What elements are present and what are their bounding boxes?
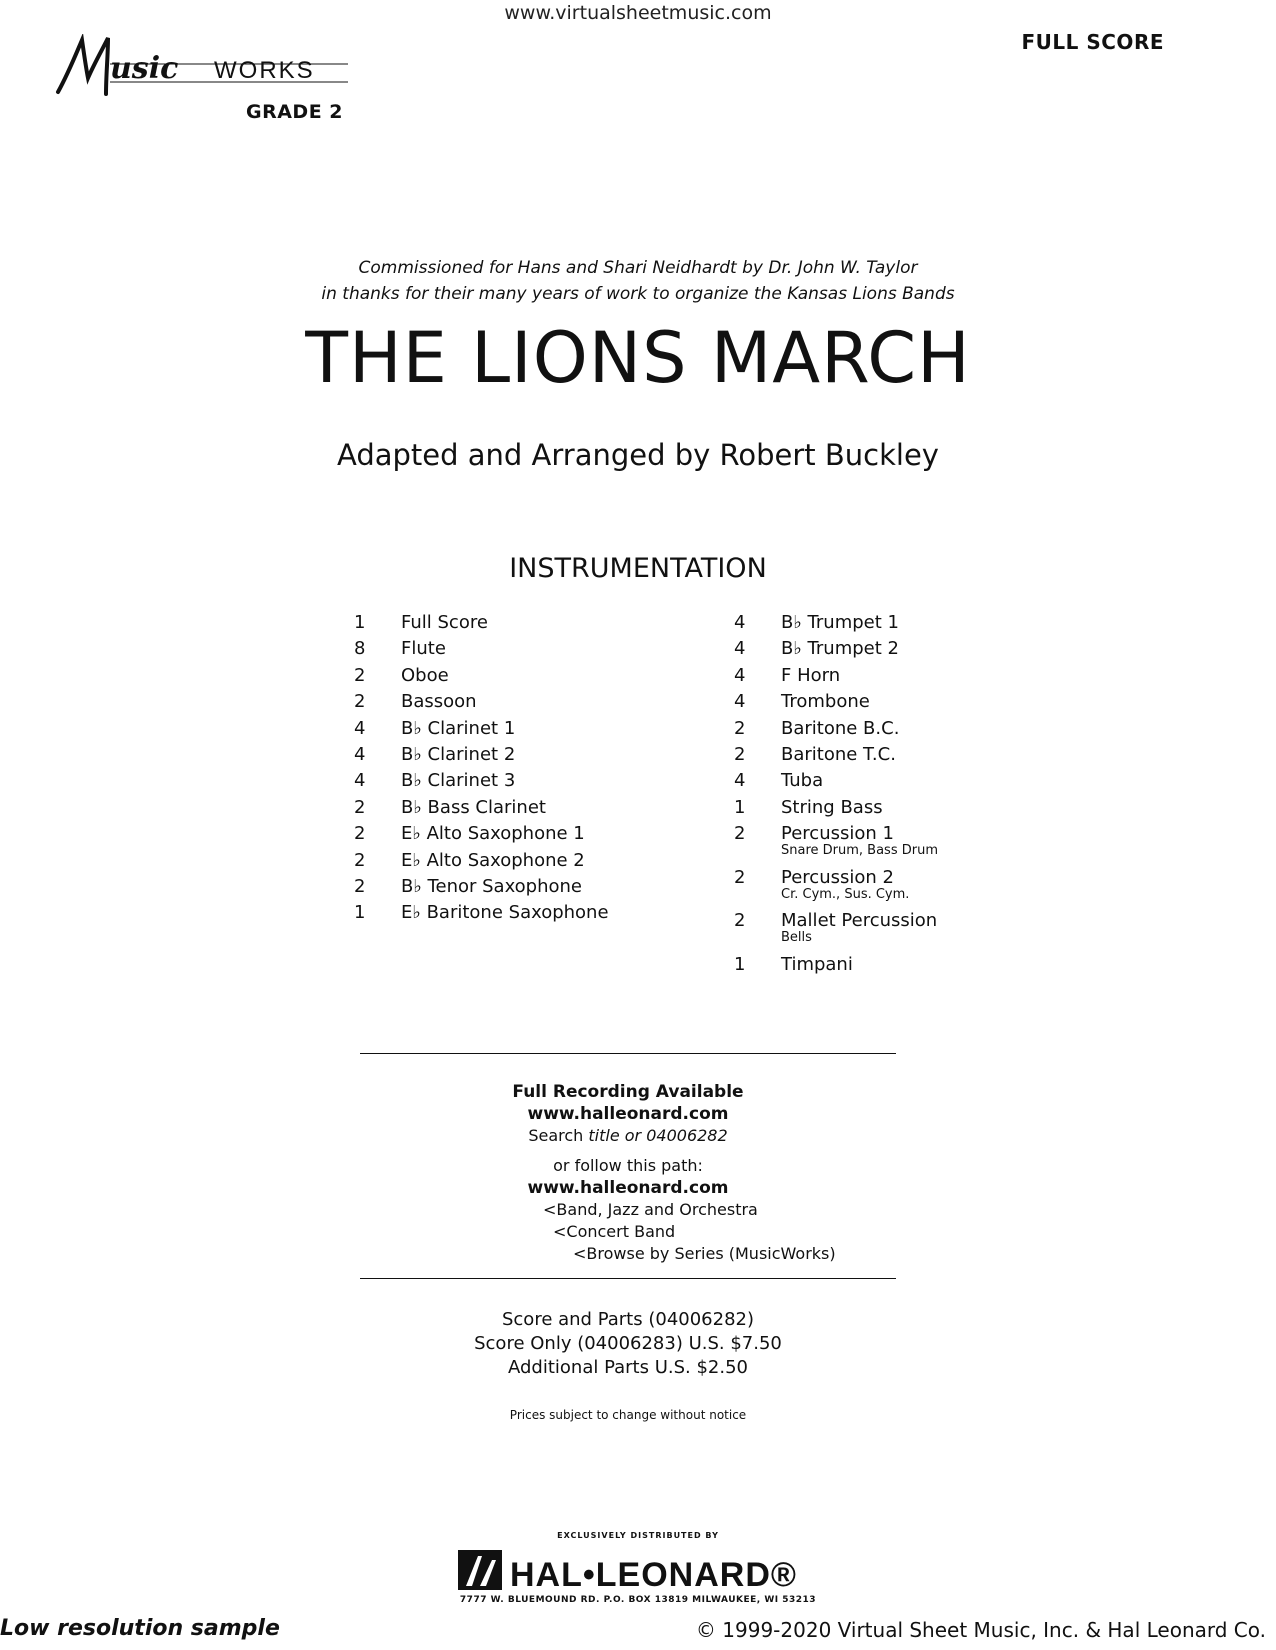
instrument-name: B♭ Clarinet 3	[401, 770, 516, 792]
instrument-name: Bassoon	[401, 691, 477, 713]
instrument-name: Percussion 1	[781, 823, 894, 845]
instrument-subtitle: Snare Drum, Bass Drum	[781, 843, 938, 859]
instrument-quantity: 4	[354, 770, 366, 792]
instrument-name: Oboe	[401, 664, 449, 686]
instrument-quantity: 1	[734, 796, 746, 818]
piece-title: THE LIONS MARCH	[305, 317, 971, 399]
commission-note	[0, 255, 1276, 307]
instrument-name: B♭ Trumpet 2	[781, 638, 899, 660]
instrument-name: B♭ Tenor Saxophone	[401, 875, 583, 897]
instrument-quantity: 4	[734, 691, 746, 713]
instrument-name: Baritone B.C.	[781, 717, 900, 739]
arranger-credit: Adapted and Arranged by Robert Buckley	[337, 438, 939, 472]
publisher-name: HAL•LEONARD®	[510, 1556, 797, 1594]
instrument-name: Full Score	[401, 612, 488, 633]
path-step-3[interactable]: <Browse by Series (MusicWorks)	[573, 1244, 836, 1263]
publisher-address: 7777 W. BLUEMOUND RD. P.O. BOX 13819 MILWAUKEE, WI 53213	[459, 1595, 817, 1605]
instrument-quantity: 4	[734, 770, 746, 792]
instrument-name: Mallet Percussion	[781, 910, 938, 932]
recording-follow: or follow this path:	[553, 1156, 703, 1175]
instrument-name: Timpani	[781, 953, 853, 975]
instrument-quantity: 1	[734, 953, 746, 975]
instrument-name: Baritone T.C.	[781, 743, 896, 765]
instrument-name: Tuba	[781, 770, 824, 792]
instrument-quantity: 1	[354, 612, 366, 633]
grade-label: GRADE 2	[246, 101, 344, 123]
recording-url[interactable]: www.halleonard.com	[527, 1104, 729, 1124]
copyright-notice: © 1999-2020 Virtual Sheet Music, Inc. & Hal Leonard Co.	[695, 1618, 1266, 1642]
price-disclaimer: Prices subject to change without notice	[509, 1408, 747, 1422]
instrument-quantity: 2	[354, 849, 366, 871]
instrumentation-heading: INSTRUMENTATION	[509, 553, 767, 584]
path-step-2[interactable]: <Concert Band	[553, 1222, 676, 1241]
instrument-name: B♭ Clarinet 1	[401, 717, 516, 739]
instrument-name: E♭ Alto Saxophone 1	[401, 823, 585, 845]
instrument-quantity: 2	[734, 743, 746, 765]
price-line-3: Additional Parts U.S. $2.50	[507, 1357, 748, 1378]
instrument-subtitle: Cr. Cym., Sus. Cym.	[781, 886, 910, 902]
instrument-quantity: 8	[354, 638, 366, 660]
instrument-quantity: 2	[354, 796, 366, 818]
distributed-by-label: EXCLUSIVELY DISTRIBUTED BY	[557, 1531, 719, 1540]
instrument-quantity: 2	[354, 691, 366, 713]
svg-text:usic: usic	[110, 51, 179, 86]
low-resolution-notice: Low resolution sample	[0, 1616, 280, 1641]
instrument-quantity: 2	[354, 875, 366, 897]
instrument-quantity: 4	[354, 717, 366, 739]
instrument-name: String Bass	[781, 796, 883, 818]
price-line-1: Score and Parts (04006282)	[501, 1309, 755, 1330]
instrument-name: Flute	[401, 638, 446, 660]
instrument-name: B♭ Clarinet 2	[401, 743, 516, 765]
score-type-label: FULL SCORE	[1021, 30, 1164, 54]
divider-top	[360, 1053, 896, 1054]
instrument-name: Trombone	[781, 691, 870, 713]
recording-search: Search title or 04006282	[528, 1126, 728, 1145]
instrument-quantity: 4	[734, 638, 746, 660]
path-step-1[interactable]: <Band, Jazz and Orchestra	[543, 1200, 758, 1219]
instrument-name: E♭ Baritone Saxophone	[401, 902, 609, 924]
svg-text:WORKS: WORKS	[214, 57, 315, 84]
instrument-quantity: 4	[354, 743, 366, 765]
pricing-info	[360, 1308, 896, 1380]
site-url[interactable]: www.virtualsheetmusic.com	[504, 2, 772, 24]
musicworks-logo	[48, 34, 358, 98]
instrument-quantity: 2	[734, 910, 746, 932]
instrument-subtitle: Bells	[781, 930, 812, 946]
instrument-name: B♭ Bass Clarinet	[401, 796, 546, 818]
instrument-quantity: 1	[354, 902, 366, 924]
recording-heading: Full Recording Available	[512, 1082, 744, 1102]
divider-bottom	[360, 1278, 896, 1279]
recording-info	[360, 1081, 896, 1265]
instrument-name: F Horn	[781, 664, 841, 686]
hal-leonard-logo	[458, 1546, 818, 1596]
instrument-quantity: 4	[734, 664, 746, 686]
commission-line-2: in thanks for their many years of work to organize the Kansas Lions Bands	[321, 284, 955, 304]
commission-line-1: Commissioned for Hans and Shari Neidhardt by Dr. John W. Taylor	[358, 258, 918, 278]
instrument-quantity: 2	[734, 823, 746, 845]
instrument-quantity: 2	[734, 866, 746, 888]
instrument-name: B♭ Trumpet 1	[781, 612, 899, 633]
instrument-name: Percussion 2	[781, 866, 894, 888]
instrument-quantity: 4	[734, 612, 746, 633]
instrument-quantity: 2	[354, 664, 366, 686]
price-line-2: Score Only (04006283) U.S. $7.50	[474, 1333, 782, 1354]
recording-path-url[interactable]: www.halleonard.com	[527, 1178, 729, 1198]
instrument-name: E♭ Alto Saxophone 2	[401, 849, 585, 871]
instrument-quantity: 2	[734, 717, 746, 739]
instrument-quantity: 2	[354, 823, 366, 845]
